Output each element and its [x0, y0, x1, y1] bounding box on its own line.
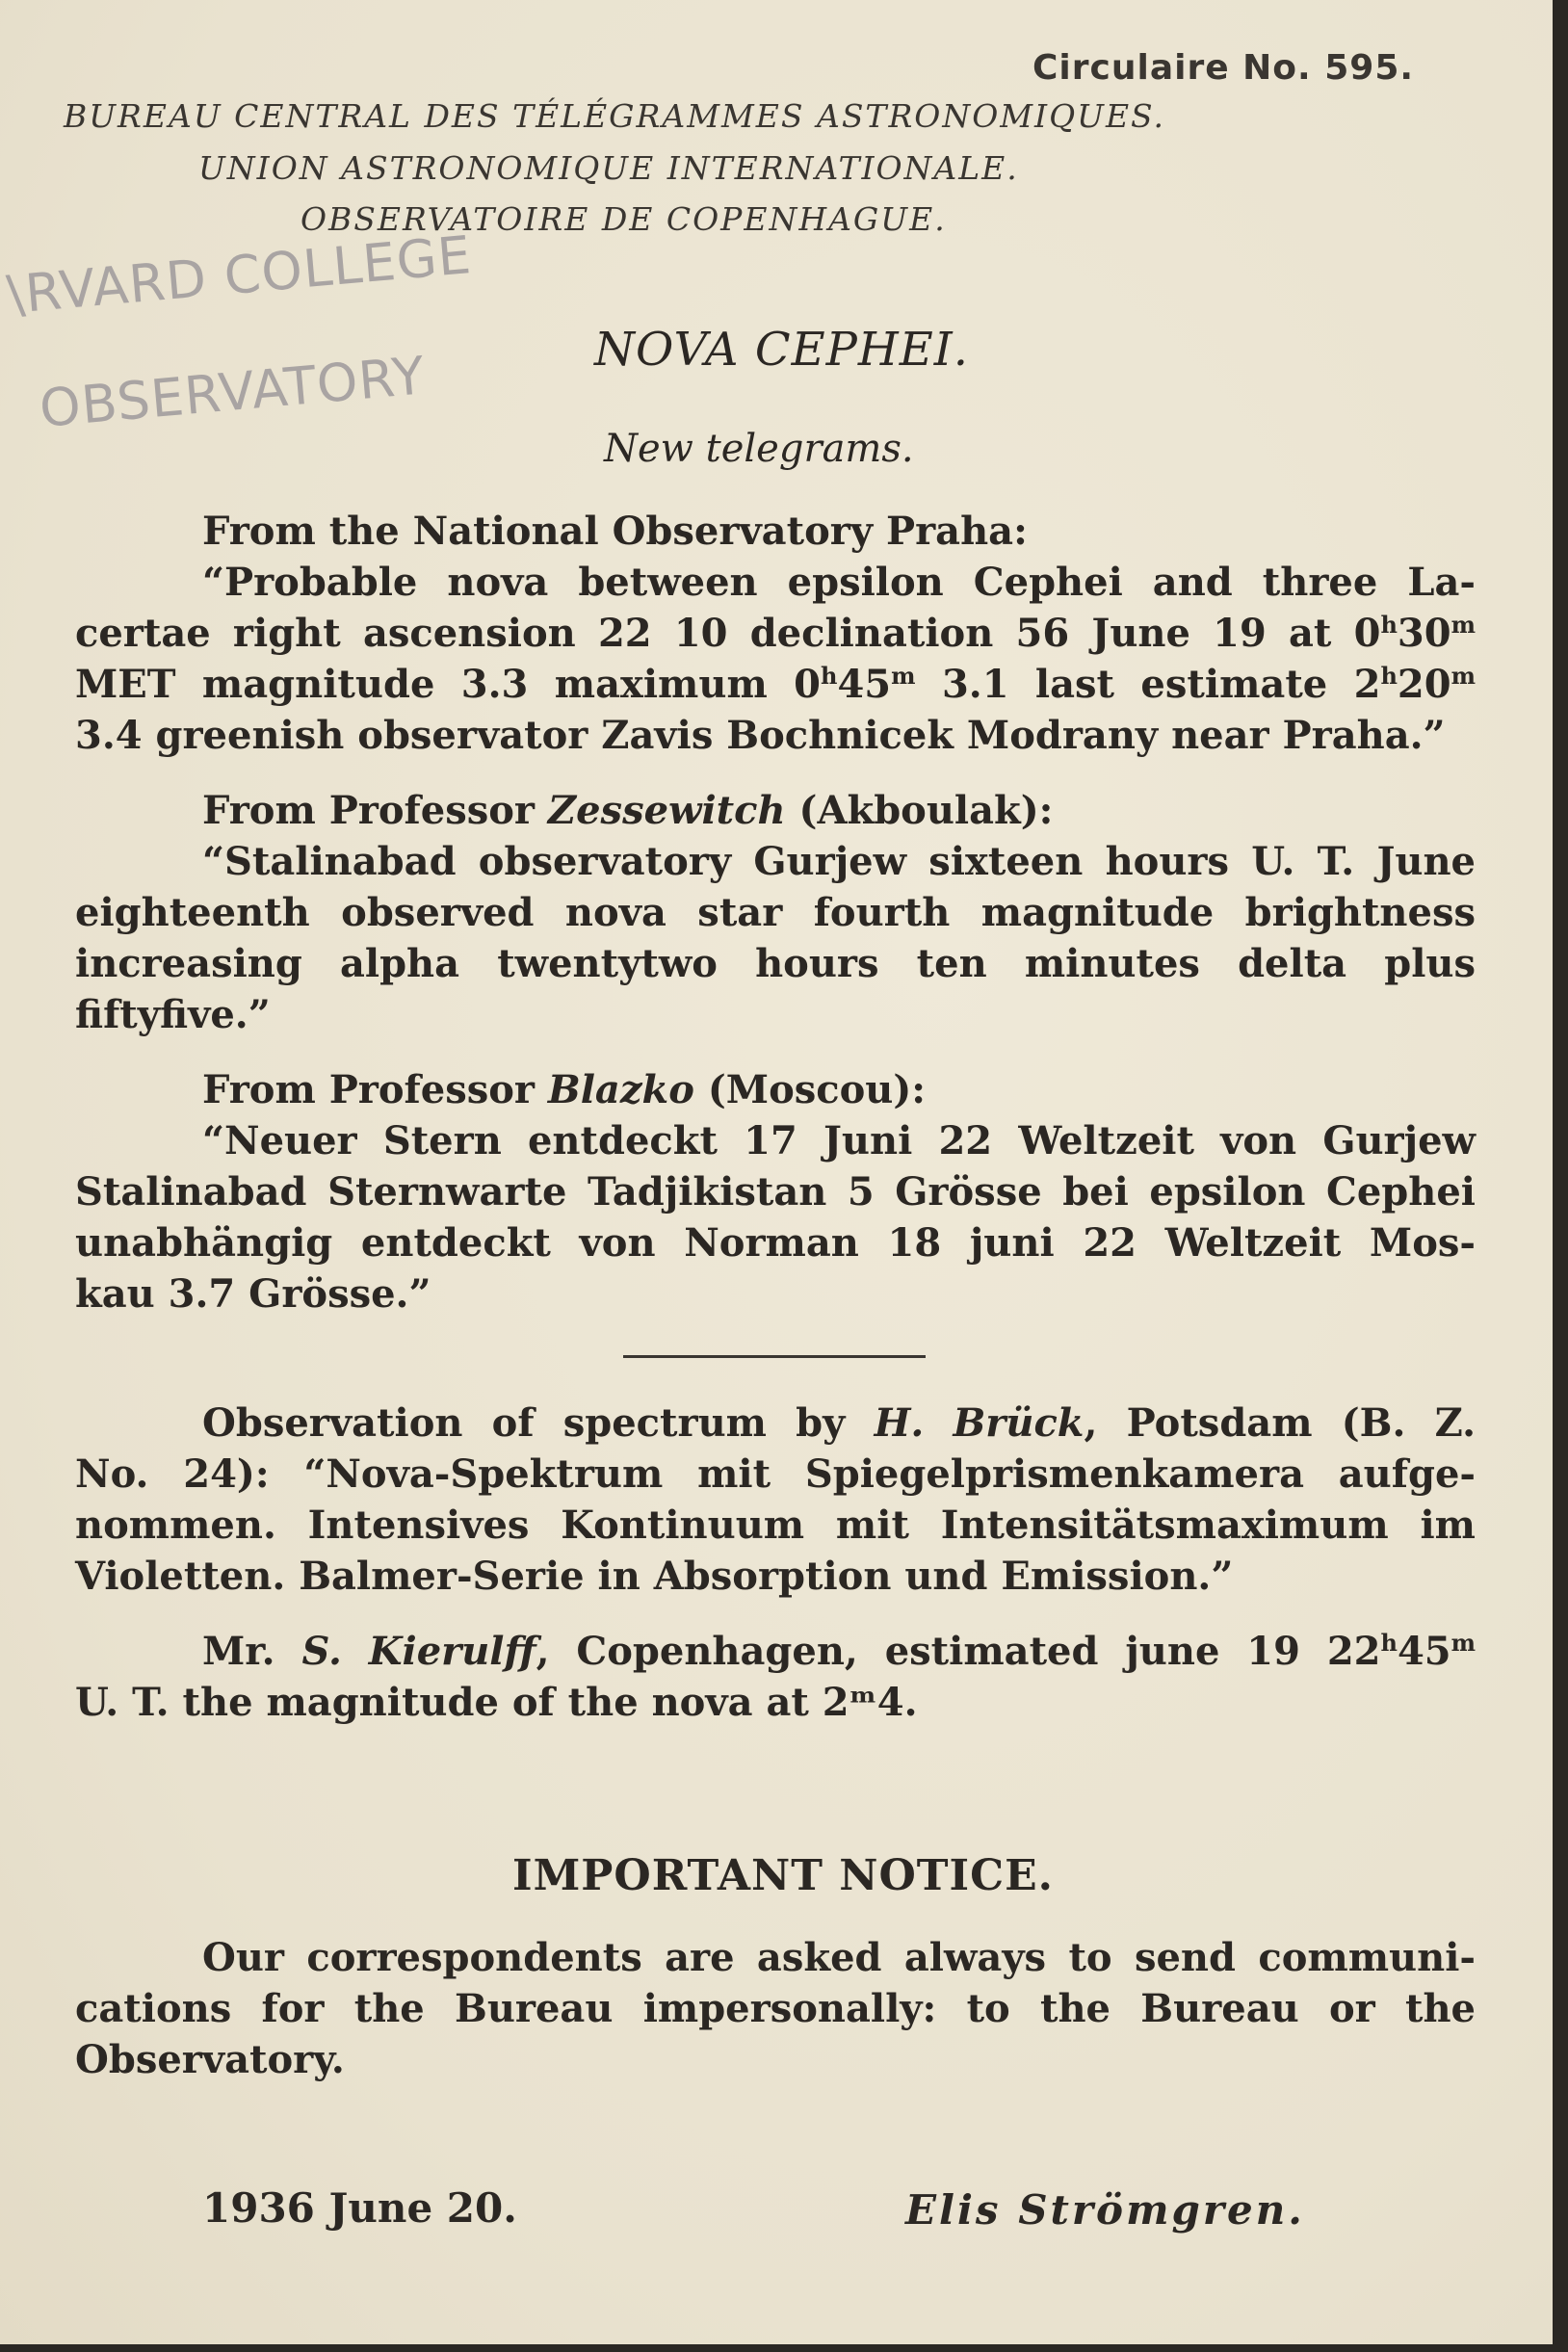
zessewitch-line-4: fiftyfive.” — [75, 992, 271, 1037]
notice-body — [75, 1932, 1476, 2085]
zessewitch-line-3: increasing alpha twentytwo hours ten minutes delta plus — [75, 941, 1476, 986]
praha-intro: From the National Observatory Praha: — [202, 509, 1028, 554]
bruck-line-1: Observation of spectrum by H. Brück, Potsdam (B. Z. — [202, 1400, 1476, 1446]
praha-telegram — [75, 506, 1476, 761]
blazko-line-1: “Neuer Stern entdeckt 17 Juni 22 Weltzeit von Gurjew — [202, 1118, 1476, 1163]
praha-line-1: “Probable nova between epsilon Cephei and three La- — [202, 560, 1476, 605]
bruck-line-3: nommen. Intensives Kontinuum mit Intensitätsmaximum im — [75, 1503, 1476, 1548]
circular-number: Circulaire No. 595. — [1032, 48, 1415, 88]
blazko-line-2: Stalinabad Sternwarte Tadjikistan 5 Grösse bei epsilon Cephei — [75, 1169, 1476, 1215]
bureau-header: BUREAU CENTRAL DES TÉLÉGRAMMES ASTRONOMIQUES. — [64, 97, 1165, 135]
zessewitch-intro: From Professor Zessewitch (Akboulak): — [202, 788, 1054, 833]
blazko-line-4: kau 3.7 Grösse.” — [75, 1271, 431, 1317]
blazko-telegram — [75, 1064, 1476, 1320]
notice-line-1: Our correspondents are asked always to send communi- — [202, 1935, 1476, 1980]
kierulff-estimate — [75, 1626, 1476, 1728]
blazko-intro: From Professor Blazko (Moscou): — [202, 1067, 927, 1112]
bruck-observation — [75, 1398, 1476, 1602]
notice-line-3: Observatory. — [75, 2037, 345, 2082]
kierulff-line-2: U. T. the magnitude of the nova at 2ᵐ4. — [75, 1680, 918, 1725]
blazko-line-3: unabhängig entdeckt von Norman 18 juni 22 Weltzeit Mos- — [75, 1220, 1476, 1266]
kierulff-line-1: Mr. S. Kierulff, Copenhagen, estimated june 19 22$^h$45$^m$ — [202, 1629, 1477, 1674]
zessewitch-line-2: eighteenth observed nova star fourth magnitude brightness — [75, 890, 1476, 935]
notice-line-2: cations for the Bureau impersonally: to the Bureau or the — [75, 1986, 1476, 2031]
zessewitch-telegram — [75, 785, 1476, 1040]
observatory-header: OBSERVATOIRE DE COPENHAGUE. — [301, 200, 947, 238]
document-subtitle: New telegrams. — [604, 427, 914, 471]
library-stamp-line2: OBSERVATORY — [37, 345, 428, 439]
issue-date: 1936 June 20. — [202, 2184, 517, 2232]
bruck-line-4: Violetten. Balmer-Serie in Absorption und Emission.” — [75, 1554, 1234, 1599]
union-header: UNION ASTRONOMIQUE INTERNATIONALE. — [198, 149, 1019, 187]
praha-line-3: MET magnitude 3.3 maximum 0$^h$45$^m$ 3.1 last estimate 2$^h$20$^m$ — [75, 662, 1476, 707]
section-divider — [623, 1355, 926, 1358]
notice-title: IMPORTANT NOTICE. — [512, 1851, 1054, 1900]
praha-line-4: 3.4 greenish observator Zavis Bochnicek Modrany near Praha.” — [75, 713, 1446, 758]
document-title: NOVA CEPHEI. — [594, 323, 970, 377]
bruck-line-2: No. 24): “Nova-Spektrum mit Spiegelprismenkamera aufge- — [75, 1451, 1476, 1497]
zessewitch-line-1: “Stalinabad observatory Gurjew sixteen hours U. T. June — [202, 839, 1476, 884]
praha-line-2: certae right ascension 22 10 declination 56 June 19 at 0$^h$30$^m$ — [75, 611, 1476, 656]
signature: Elis Strömgren. — [905, 2186, 1305, 2234]
library-stamp-line1: \RVARD COLLEGE — [4, 224, 475, 326]
